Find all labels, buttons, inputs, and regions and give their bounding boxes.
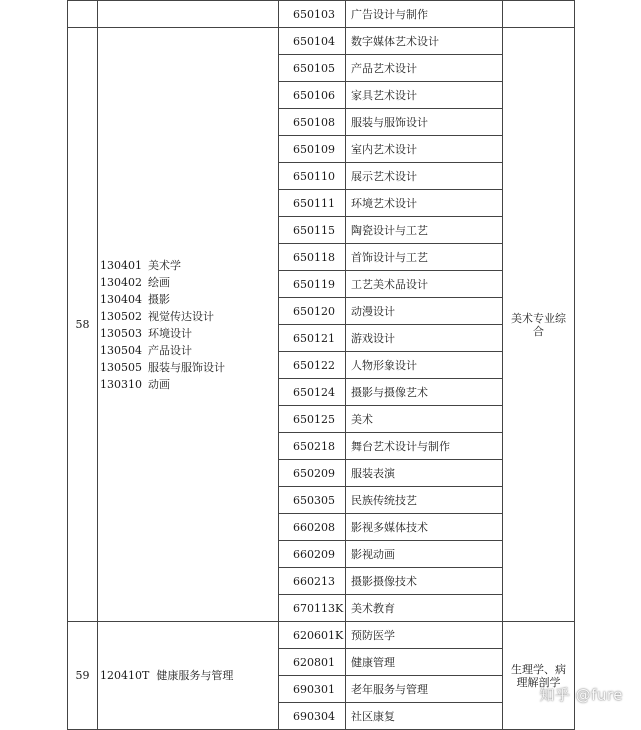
vocational-code-cell: 690301: [279, 676, 346, 703]
document-table-wrapper: [67, 0, 574, 730]
vocational-code-cell: 650120: [279, 298, 346, 325]
vocational-code-cell: 650124: [279, 379, 346, 406]
vocational-name-cell: 预防医学: [346, 622, 503, 649]
group-number-cell: 58: [68, 28, 98, 622]
vocational-name-cell: 产品艺术设计: [346, 55, 503, 82]
undergrad-major-item: [100, 376, 278, 393]
undergrad-majors-cell: 120410T 健康服务与管理: [98, 622, 279, 730]
vocational-name-cell: 民族传统技艺: [346, 487, 503, 514]
vocational-code-cell: 650109: [279, 136, 346, 163]
vocational-code-cell: 650121: [279, 325, 346, 352]
vocational-name-cell: 摄影与摄像艺术: [346, 379, 503, 406]
vocational-name-cell: 摄影摄像技术: [346, 568, 503, 595]
undergrad-major-name: 视觉传达设计: [148, 309, 214, 323]
undergrad-major-item: [100, 274, 278, 291]
vocational-name-cell: 影视多媒体技术: [346, 514, 503, 541]
undergrad-major-code: 130503: [100, 326, 142, 340]
undergrad-major-code: 130504: [100, 343, 142, 357]
vocational-code-cell: 650122: [279, 352, 346, 379]
vocational-name-cell: 首饰设计与工艺: [346, 244, 503, 271]
vocational-code-cell: 650108: [279, 109, 346, 136]
undergrad-major-item: [100, 291, 278, 308]
vocational-code-cell: 620601K: [279, 622, 346, 649]
undergrad-major-item: [100, 308, 278, 325]
vocational-code-cell: 650103: [279, 1, 346, 28]
vocational-code-cell: 650111: [279, 190, 346, 217]
vocational-code-cell: 670113K: [279, 595, 346, 622]
undergrad-major-name: 绘画: [148, 275, 170, 289]
undergrad-major-item: [100, 257, 278, 274]
vocational-code-cell: 660213: [279, 568, 346, 595]
vocational-code-cell: 650118: [279, 244, 346, 271]
exam-category-cell: 生理学、病理解剖学: [503, 622, 575, 730]
undergrad-major-name: 产品设计: [148, 343, 192, 357]
undergrad-major-item: [100, 359, 278, 376]
watermark: 知乎 @fure: [539, 686, 623, 704]
undergrad-major-name: 美术学: [148, 258, 181, 272]
vocational-code-cell: 650218: [279, 433, 346, 460]
undergrad-major-name: 环境设计: [148, 326, 192, 340]
undergrad-major-name: 服装与服饰设计: [148, 360, 225, 374]
vocational-code-cell: 650125: [279, 406, 346, 433]
vocational-code-cell: 650104: [279, 28, 346, 55]
vocational-name-cell: 老年服务与管理: [346, 676, 503, 703]
undergrad-majors-cell: [98, 28, 279, 622]
vocational-name-cell: 服装与服饰设计: [346, 109, 503, 136]
undergrad-major-code: 130505: [100, 360, 142, 374]
vocational-code-cell: 650209: [279, 460, 346, 487]
vocational-name-cell: 环境艺术设计: [346, 190, 503, 217]
vocational-code-cell: 690304: [279, 703, 346, 730]
vocational-name-cell: 健康管理: [346, 649, 503, 676]
vocational-name-cell: 影视动画: [346, 541, 503, 568]
undergrad-major-code: 130404: [100, 292, 142, 306]
vocational-name-cell: 广告设计与制作: [346, 1, 503, 28]
undergrad-majors-cell: [98, 1, 279, 28]
vocational-name-cell: 陶瓷设计与工艺: [346, 217, 503, 244]
vocational-name-cell: 工艺美术品设计: [346, 271, 503, 298]
exam-category-cell: [503, 1, 575, 28]
vocational-name-cell: 展示艺术设计: [346, 163, 503, 190]
vocational-name-cell: 服装表演: [346, 460, 503, 487]
vocational-name-cell: 舞台艺术设计与制作: [346, 433, 503, 460]
vocational-code-cell: 650105: [279, 55, 346, 82]
undergrad-major-code: 130502: [100, 309, 142, 323]
vocational-name-cell: 家具艺术设计: [346, 82, 503, 109]
vocational-code-cell: 660209: [279, 541, 346, 568]
table-body: [68, 1, 575, 730]
undergrad-major-item: [100, 325, 278, 342]
table-row: [68, 622, 575, 649]
vocational-name-cell: 美术: [346, 406, 503, 433]
group-number-cell: [68, 1, 98, 28]
vocational-code-cell: 650106: [279, 82, 346, 109]
group-number-cell: 59: [68, 622, 98, 730]
exam-category-cell: 美术专业综合: [503, 28, 575, 622]
vocational-code-cell: 620801: [279, 649, 346, 676]
vocational-name-cell: 动漫设计: [346, 298, 503, 325]
table-row: [68, 28, 575, 55]
undergrad-major-code: 130401: [100, 258, 142, 272]
vocational-code-cell: 650119: [279, 271, 346, 298]
vocational-code-cell: 660208: [279, 514, 346, 541]
vocational-name-cell: 人物形象设计: [346, 352, 503, 379]
vocational-code-cell: 650305: [279, 487, 346, 514]
undergrad-major-code: 130310: [100, 377, 142, 391]
vocational-name-cell: 游戏设计: [346, 325, 503, 352]
vocational-name-cell: 社区康复: [346, 703, 503, 730]
vocational-code-cell: 650110: [279, 163, 346, 190]
vocational-name-cell: 美术教育: [346, 595, 503, 622]
undergrad-major-name: 动画: [148, 377, 170, 391]
major-mapping-table: [67, 0, 575, 730]
undergrad-major-item: [100, 342, 278, 359]
vocational-name-cell: 数字媒体艺术设计: [346, 28, 503, 55]
undergrad-major-code: 130402: [100, 275, 142, 289]
vocational-name-cell: 室内艺术设计: [346, 136, 503, 163]
table-row: [68, 1, 575, 28]
vocational-code-cell: 650115: [279, 217, 346, 244]
undergrad-major-name: 摄影: [148, 292, 170, 306]
